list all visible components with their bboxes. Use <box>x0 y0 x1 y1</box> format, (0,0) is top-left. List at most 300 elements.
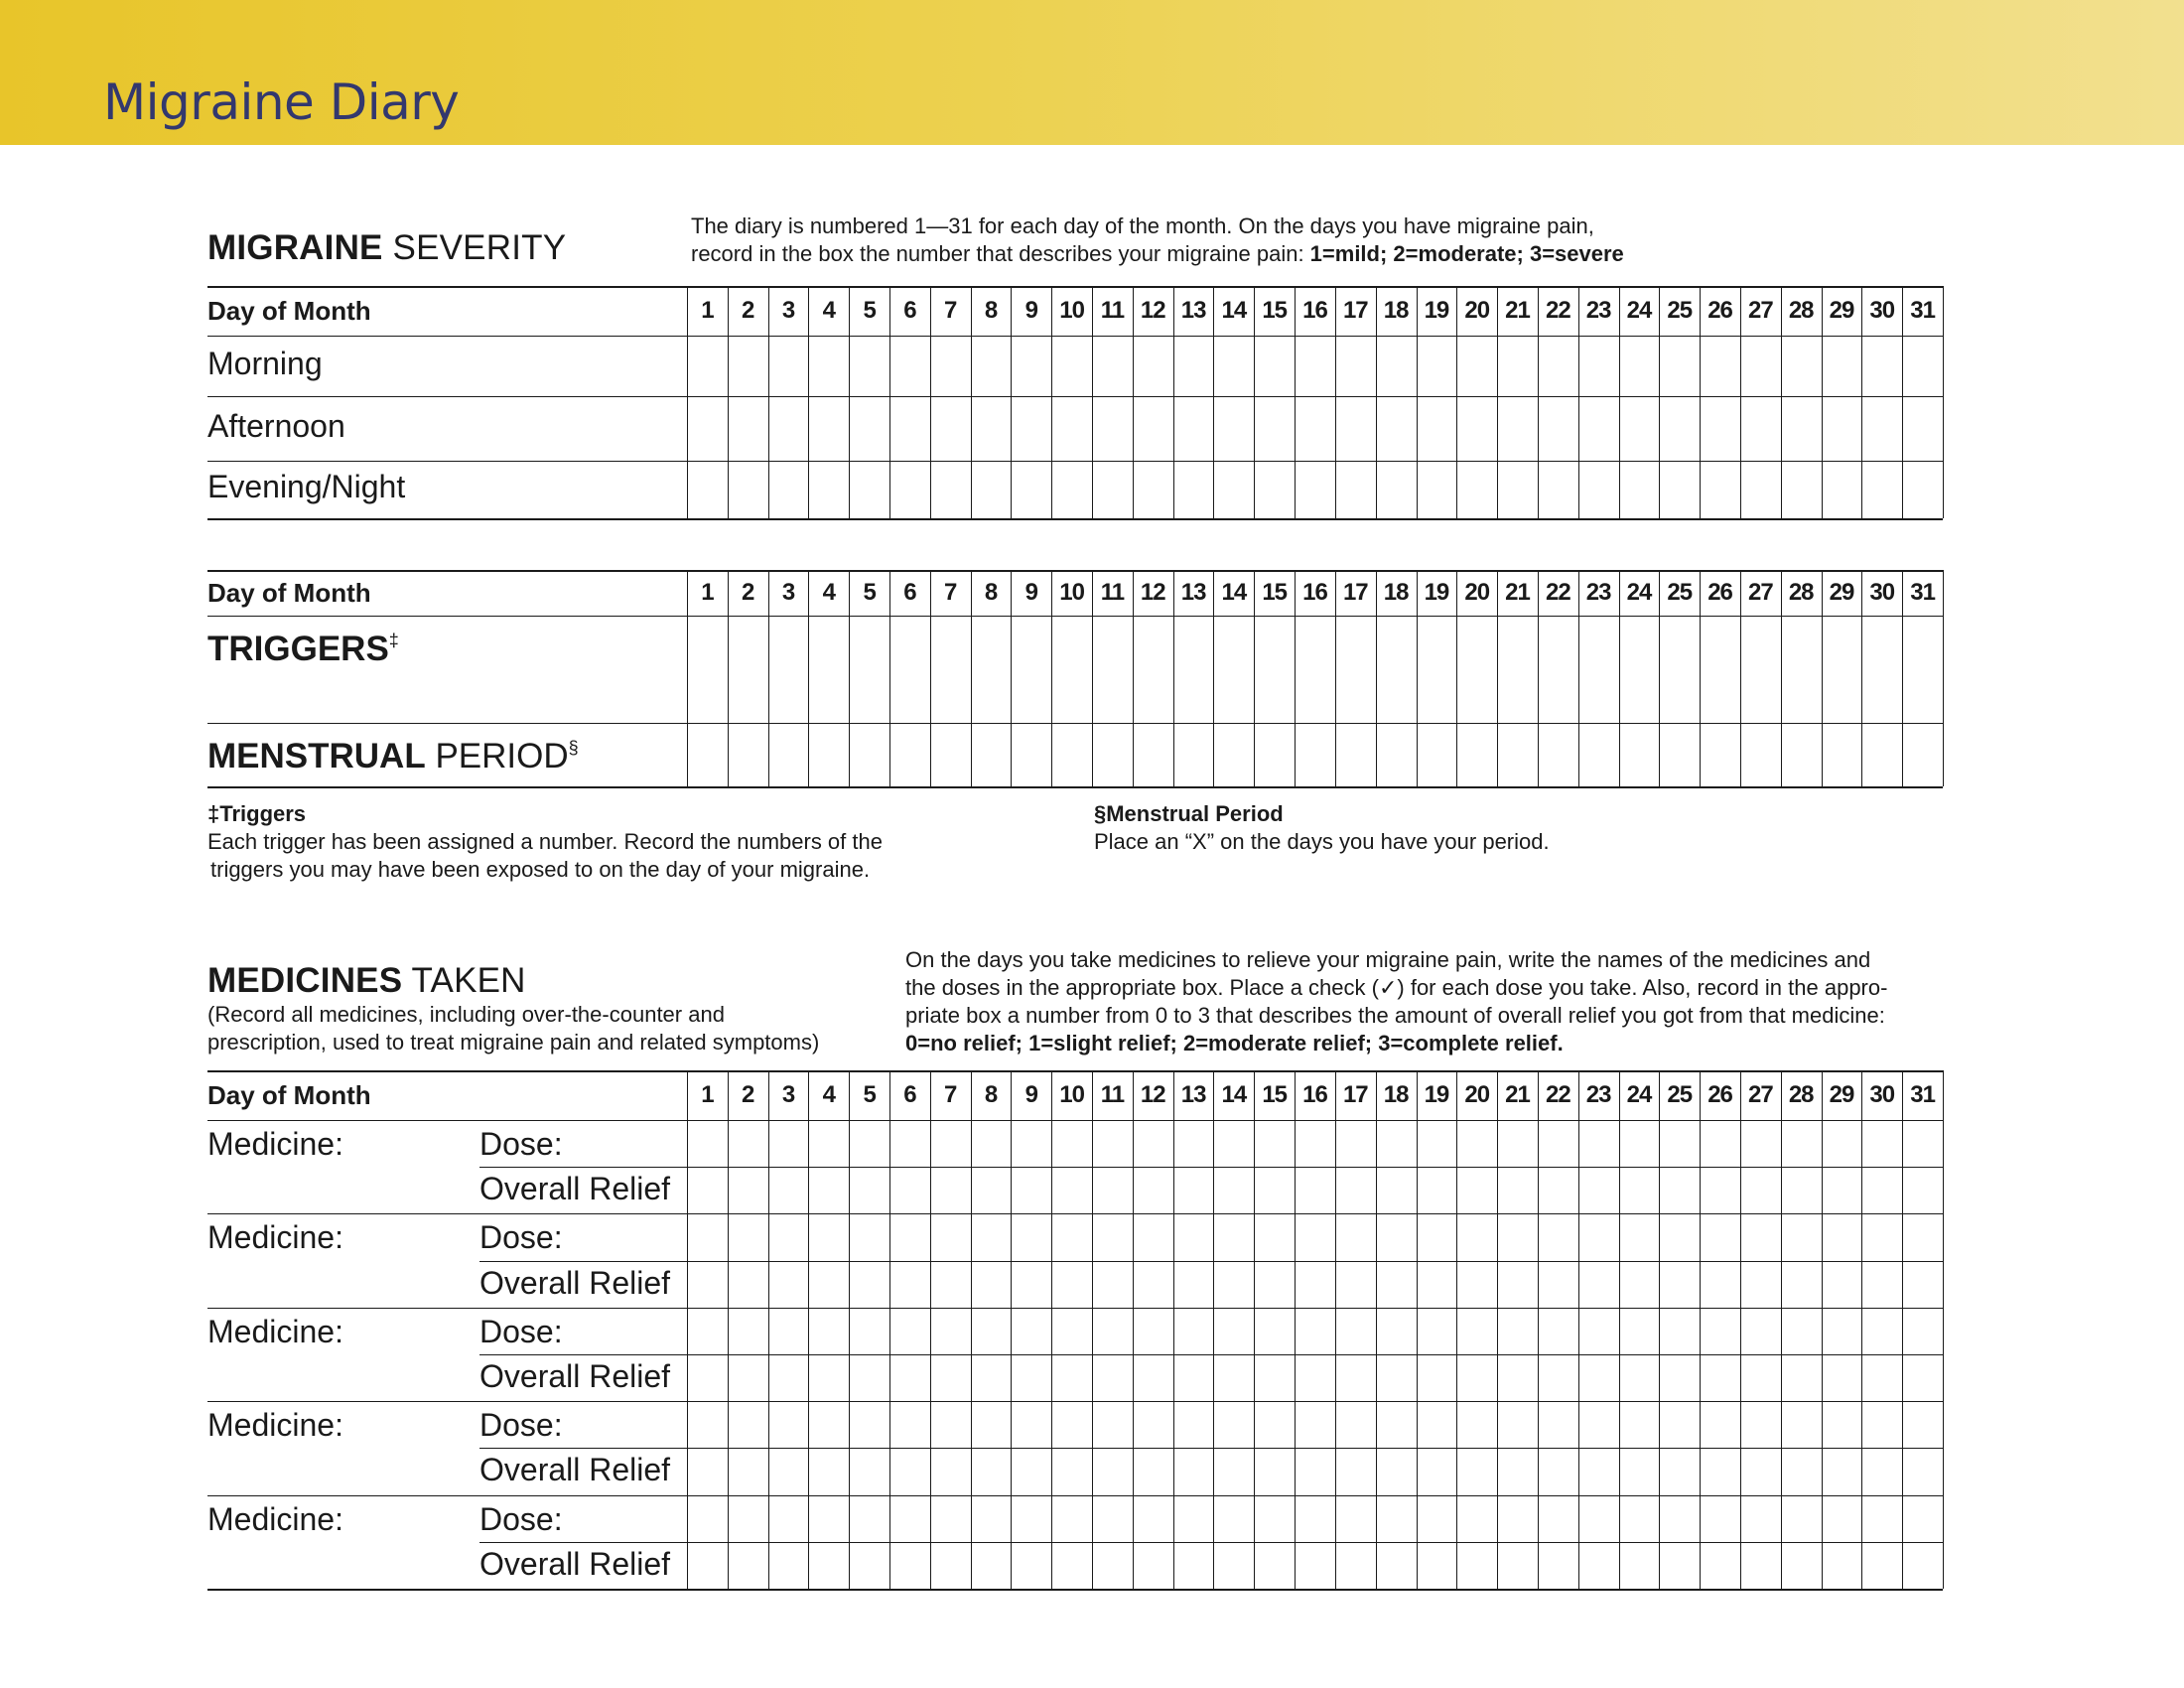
medicine-2-relief-day-cell[interactable] <box>1376 1261 1417 1308</box>
medicine-3-dose-day-cell[interactable] <box>1861 1308 1902 1354</box>
medicine-3-dose-day-cell[interactable] <box>1740 1308 1781 1354</box>
severity-morning-day-cell[interactable] <box>1376 336 1417 396</box>
medicine-3-relief-day-cell[interactable] <box>1781 1354 1822 1401</box>
medicine-4-dose-day-cell[interactable] <box>1051 1401 1092 1448</box>
medicine-4-relief-day-cell[interactable] <box>728 1448 768 1494</box>
medicine-5-dose-day-cell[interactable] <box>768 1495 809 1542</box>
medicine-2-relief-day-cell[interactable] <box>1861 1261 1902 1308</box>
medicine-5-dose-day-cell[interactable] <box>1092 1495 1133 1542</box>
menstrual-day-cell[interactable] <box>1740 723 1781 786</box>
medicine-3-dose-day-cell[interactable] <box>808 1308 849 1354</box>
medicine-4-dose-day-cell[interactable] <box>1578 1401 1619 1448</box>
medicine-1-relief-day-cell[interactable] <box>1700 1167 1740 1213</box>
medicine-4-relief-day-cell[interactable] <box>1902 1448 1943 1494</box>
medicine-3-dose-day-cell[interactable] <box>1456 1308 1497 1354</box>
severity-afternoon-day-cell[interactable] <box>1173 396 1214 461</box>
menstrual-day-cell[interactable] <box>1213 723 1254 786</box>
triggers-day-cell[interactable] <box>1213 616 1254 723</box>
severity-morning-day-cell[interactable] <box>687 336 728 396</box>
menstrual-day-cell[interactable] <box>808 723 849 786</box>
severity-evening-night-day-cell[interactable] <box>1417 461 1457 518</box>
medicine-2-dose-day-cell[interactable] <box>971 1213 1012 1260</box>
medicine-2-relief-day-cell[interactable] <box>1456 1261 1497 1308</box>
severity-morning-day-cell[interactable] <box>849 336 889 396</box>
medicine-4-dose-day-cell[interactable] <box>1254 1401 1295 1448</box>
severity-afternoon-day-cell[interactable] <box>728 396 768 461</box>
medicine-2-dose-day-cell[interactable] <box>1822 1213 1862 1260</box>
severity-evening-night-day-cell[interactable] <box>1133 461 1173 518</box>
medicine-3-dose-day-cell[interactable] <box>1497 1308 1538 1354</box>
severity-evening-night-day-cell[interactable] <box>1659 461 1700 518</box>
severity-morning-day-cell[interactable] <box>1173 336 1214 396</box>
medicine-5-dose-day-cell[interactable] <box>1781 1495 1822 1542</box>
menstrual-day-cell[interactable] <box>1335 723 1376 786</box>
severity-evening-night-day-cell[interactable] <box>1376 461 1417 518</box>
medicine-2-dose-day-cell[interactable] <box>1376 1213 1417 1260</box>
menstrual-day-cell[interactable] <box>1578 723 1619 786</box>
medicine-2-dose-day-cell[interactable] <box>1173 1213 1214 1260</box>
medicine-1-dose-day-cell[interactable] <box>1497 1120 1538 1167</box>
medicine-5-dose-day-cell[interactable] <box>1740 1495 1781 1542</box>
medicine-1-dose-day-cell[interactable] <box>1376 1120 1417 1167</box>
medicine-3-dose-day-cell[interactable] <box>849 1308 889 1354</box>
severity-afternoon-day-cell[interactable] <box>1700 396 1740 461</box>
medicine-2-dose-day-cell[interactable] <box>1861 1213 1902 1260</box>
severity-morning-day-cell[interactable] <box>728 336 768 396</box>
triggers-day-cell[interactable] <box>1659 616 1700 723</box>
medicine-4-dose-day-cell[interactable] <box>1173 1401 1214 1448</box>
medicine-2-relief-day-cell[interactable] <box>1578 1261 1619 1308</box>
medicine-1-relief-day-cell[interactable] <box>1417 1167 1457 1213</box>
severity-morning-day-cell[interactable] <box>1578 336 1619 396</box>
medicine-4-relief-day-cell[interactable] <box>1619 1448 1660 1494</box>
severity-morning-day-cell[interactable] <box>971 336 1012 396</box>
medicine-1-relief-day-cell[interactable] <box>1173 1167 1214 1213</box>
medicine-2-relief-day-cell[interactable] <box>1538 1261 1578 1308</box>
medicine-4-dose-day-cell[interactable] <box>849 1401 889 1448</box>
medicine-3-relief-day-cell[interactable] <box>1538 1354 1578 1401</box>
severity-afternoon-day-cell[interactable] <box>1092 396 1133 461</box>
medicine-1-dose-day-cell[interactable] <box>1456 1120 1497 1167</box>
medicine-3-relief-day-cell[interactable] <box>1456 1354 1497 1401</box>
severity-evening-night-day-cell[interactable] <box>1781 461 1822 518</box>
menstrual-day-cell[interactable] <box>1376 723 1417 786</box>
medicine-3-relief-day-cell[interactable] <box>930 1354 971 1401</box>
medicine-5-dose-day-cell[interactable] <box>1133 1495 1173 1542</box>
triggers-day-cell[interactable] <box>889 616 930 723</box>
medicine-1-dose-day-cell[interactable] <box>1902 1120 1943 1167</box>
severity-evening-night-day-cell[interactable] <box>1335 461 1376 518</box>
menstrual-day-cell[interactable] <box>1781 723 1822 786</box>
menstrual-day-cell[interactable] <box>1538 723 1578 786</box>
medicine-2-dose-day-cell[interactable] <box>1578 1213 1619 1260</box>
medicine-4-relief-day-cell[interactable] <box>1011 1448 1051 1494</box>
medicine-1-relief-day-cell[interactable] <box>1822 1167 1862 1213</box>
medicine-5-relief-day-cell[interactable] <box>1700 1542 1740 1589</box>
medicine-3-dose-day-cell[interactable] <box>930 1308 971 1354</box>
menstrual-day-cell[interactable] <box>1861 723 1902 786</box>
medicine-4-relief-day-cell[interactable] <box>1376 1448 1417 1494</box>
medicine-1-dose-day-cell[interactable] <box>768 1120 809 1167</box>
severity-evening-night-day-cell[interactable] <box>768 461 809 518</box>
medicine-4-dose-day-cell[interactable] <box>889 1401 930 1448</box>
medicine-1-dose-day-cell[interactable] <box>728 1120 768 1167</box>
medicine-3-dose-day-cell[interactable] <box>1213 1308 1254 1354</box>
medicine-4-dose-day-cell[interactable] <box>1740 1401 1781 1448</box>
severity-afternoon-day-cell[interactable] <box>1822 396 1862 461</box>
menstrual-day-cell[interactable] <box>1092 723 1133 786</box>
medicine-2-dose-day-cell[interactable] <box>1011 1213 1051 1260</box>
triggers-day-cell[interactable] <box>687 616 728 723</box>
medicine-4-dose-day-cell[interactable] <box>1659 1401 1700 1448</box>
medicine-3-relief-day-cell[interactable] <box>1173 1354 1214 1401</box>
medicine-2-dose-day-cell[interactable] <box>1659 1213 1700 1260</box>
menstrual-day-cell[interactable] <box>1133 723 1173 786</box>
medicine-5-dose-day-cell[interactable] <box>1822 1495 1862 1542</box>
medicine-1-dose-day-cell[interactable] <box>1822 1120 1862 1167</box>
medicine-3-relief-day-cell[interactable] <box>1700 1354 1740 1401</box>
medicine-4-relief-day-cell[interactable] <box>1254 1448 1295 1494</box>
severity-evening-night-day-cell[interactable] <box>1822 461 1862 518</box>
severity-afternoon-day-cell[interactable] <box>1659 396 1700 461</box>
medicine-1-relief-day-cell[interactable] <box>1213 1167 1254 1213</box>
medicine-4-relief-day-cell[interactable] <box>1538 1448 1578 1494</box>
medicine-2-dose-day-cell[interactable] <box>1700 1213 1740 1260</box>
medicine-4-dose-day-cell[interactable] <box>1619 1401 1660 1448</box>
medicine-4-relief-day-cell[interactable] <box>768 1448 809 1494</box>
medicine-1-dose-day-cell[interactable] <box>1538 1120 1578 1167</box>
medicine-4-relief-day-cell[interactable] <box>1456 1448 1497 1494</box>
medicine-2-relief-day-cell[interactable] <box>849 1261 889 1308</box>
severity-morning-day-cell[interactable] <box>1781 336 1822 396</box>
severity-morning-day-cell[interactable] <box>808 336 849 396</box>
severity-evening-night-day-cell[interactable] <box>1619 461 1660 518</box>
medicine-5-dose-day-cell[interactable] <box>1578 1495 1619 1542</box>
menstrual-day-cell[interactable] <box>971 723 1012 786</box>
severity-afternoon-day-cell[interactable] <box>849 396 889 461</box>
medicine-4-relief-day-cell[interactable] <box>1417 1448 1457 1494</box>
medicine-1-dose-day-cell[interactable] <box>1173 1120 1214 1167</box>
medicine-4-dose-day-cell[interactable] <box>1376 1401 1417 1448</box>
severity-afternoon-day-cell[interactable] <box>1578 396 1619 461</box>
medicine-2-dose-day-cell[interactable] <box>1740 1213 1781 1260</box>
medicine-3-relief-day-cell[interactable] <box>1578 1354 1619 1401</box>
medicine-3-relief-day-cell[interactable] <box>1822 1354 1862 1401</box>
medicine-5-dose-day-cell[interactable] <box>849 1495 889 1542</box>
severity-evening-night-day-cell[interactable] <box>1902 461 1943 518</box>
severity-evening-night-day-cell[interactable] <box>849 461 889 518</box>
medicine-4-dose-day-cell[interactable] <box>1781 1401 1822 1448</box>
medicine-2-relief-day-cell[interactable] <box>889 1261 930 1308</box>
medicine-5-relief-day-cell[interactable] <box>1295 1542 1335 1589</box>
medicine-4-dose-day-cell[interactable] <box>1213 1401 1254 1448</box>
medicine-4-dose-day-cell[interactable] <box>1700 1401 1740 1448</box>
medicine-2-relief-day-cell[interactable] <box>930 1261 971 1308</box>
severity-morning-day-cell[interactable] <box>768 336 809 396</box>
medicine-2-relief-day-cell[interactable] <box>1213 1261 1254 1308</box>
medicine-1-relief-day-cell[interactable] <box>1295 1167 1335 1213</box>
severity-afternoon-day-cell[interactable] <box>1902 396 1943 461</box>
medicine-3-relief-day-cell[interactable] <box>768 1354 809 1401</box>
medicine-3-relief-day-cell[interactable] <box>1417 1354 1457 1401</box>
medicine-4-dose-day-cell[interactable] <box>1011 1401 1051 1448</box>
medicine-3-dose-day-cell[interactable] <box>1781 1308 1822 1354</box>
severity-afternoon-day-cell[interactable] <box>930 396 971 461</box>
medicine-3-relief-day-cell[interactable] <box>1011 1354 1051 1401</box>
medicine-1-dose-day-cell[interactable] <box>1578 1120 1619 1167</box>
medicine-5-relief-day-cell[interactable] <box>1335 1542 1376 1589</box>
medicine-3-relief-day-cell[interactable] <box>1254 1354 1295 1401</box>
medicine-1-relief-day-cell[interactable] <box>1861 1167 1902 1213</box>
medicine-4-relief-day-cell[interactable] <box>1740 1448 1781 1494</box>
severity-evening-night-day-cell[interactable] <box>808 461 849 518</box>
medicine-2-dose-day-cell[interactable] <box>1417 1213 1457 1260</box>
severity-morning-day-cell[interactable] <box>1254 336 1295 396</box>
medicine-2-dose-day-cell[interactable] <box>889 1213 930 1260</box>
menstrual-day-cell[interactable] <box>889 723 930 786</box>
triggers-day-cell[interactable] <box>1497 616 1538 723</box>
medicine-4-relief-day-cell[interactable] <box>930 1448 971 1494</box>
severity-afternoon-day-cell[interactable] <box>889 396 930 461</box>
severity-afternoon-day-cell[interactable] <box>1254 396 1295 461</box>
medicine-5-dose-day-cell[interactable] <box>1213 1495 1254 1542</box>
menstrual-day-cell[interactable] <box>1700 723 1740 786</box>
medicine-5-relief-day-cell[interactable] <box>1173 1542 1214 1589</box>
medicine-1-relief-day-cell[interactable] <box>889 1167 930 1213</box>
medicine-5-dose-day-cell[interactable] <box>1011 1495 1051 1542</box>
severity-afternoon-day-cell[interactable] <box>808 396 849 461</box>
triggers-day-cell[interactable] <box>1456 616 1497 723</box>
medicine-3-dose-day-cell[interactable] <box>1578 1308 1619 1354</box>
severity-morning-day-cell[interactable] <box>1497 336 1538 396</box>
medicine-1-dose-day-cell[interactable] <box>1417 1120 1457 1167</box>
menstrual-day-cell[interactable] <box>1051 723 1092 786</box>
triggers-day-cell[interactable] <box>1254 616 1295 723</box>
medicine-2-dose-day-cell[interactable] <box>808 1213 849 1260</box>
medicine-4-dose-day-cell[interactable] <box>1092 1401 1133 1448</box>
medicine-1-dose-day-cell[interactable] <box>849 1120 889 1167</box>
medicine-3-dose-day-cell[interactable] <box>1619 1308 1660 1354</box>
triggers-day-cell[interactable] <box>1295 616 1335 723</box>
medicine-2-relief-day-cell[interactable] <box>1619 1261 1660 1308</box>
medicine-5-relief-day-cell[interactable] <box>1619 1542 1660 1589</box>
triggers-day-cell[interactable] <box>1051 616 1092 723</box>
medicine-1-dose-day-cell[interactable] <box>1092 1120 1133 1167</box>
severity-evening-night-day-cell[interactable] <box>1173 461 1214 518</box>
medicine-1-relief-day-cell[interactable] <box>1902 1167 1943 1213</box>
triggers-day-cell[interactable] <box>971 616 1012 723</box>
menstrual-day-cell[interactable] <box>687 723 728 786</box>
medicine-4-dose-day-cell[interactable] <box>1538 1401 1578 1448</box>
medicine-2-relief-day-cell[interactable] <box>1295 1261 1335 1308</box>
medicine-5-relief-day-cell[interactable] <box>1417 1542 1457 1589</box>
severity-evening-night-day-cell[interactable] <box>687 461 728 518</box>
medicine-2-relief-day-cell[interactable] <box>1902 1261 1943 1308</box>
medicine-1-relief-day-cell[interactable] <box>971 1167 1012 1213</box>
severity-morning-day-cell[interactable] <box>1619 336 1660 396</box>
medicine-1-dose-day-cell[interactable] <box>1659 1120 1700 1167</box>
medicine-1-relief-day-cell[interactable] <box>1578 1167 1619 1213</box>
triggers-day-cell[interactable] <box>1822 616 1862 723</box>
medicine-5-dose-day-cell[interactable] <box>1173 1495 1214 1542</box>
medicine-5-relief-day-cell[interactable] <box>1659 1542 1700 1589</box>
medicine-5-relief-day-cell[interactable] <box>1740 1542 1781 1589</box>
medicine-3-dose-day-cell[interactable] <box>1417 1308 1457 1354</box>
medicine-4-relief-day-cell[interactable] <box>687 1448 728 1494</box>
severity-afternoon-day-cell[interactable] <box>687 396 728 461</box>
medicine-2-relief-day-cell[interactable] <box>1092 1261 1133 1308</box>
medicine-3-relief-day-cell[interactable] <box>1335 1354 1376 1401</box>
triggers-day-cell[interactable] <box>728 616 768 723</box>
triggers-day-cell[interactable] <box>768 616 809 723</box>
medicine-5-relief-day-cell[interactable] <box>1133 1542 1173 1589</box>
medicine-5-relief-day-cell[interactable] <box>1376 1542 1417 1589</box>
medicine-3-dose-day-cell[interactable] <box>1092 1308 1133 1354</box>
medicine-3-dose-day-cell[interactable] <box>1902 1308 1943 1354</box>
severity-morning-day-cell[interactable] <box>1902 336 1943 396</box>
severity-evening-night-day-cell[interactable] <box>971 461 1012 518</box>
severity-evening-night-day-cell[interactable] <box>1295 461 1335 518</box>
medicine-1-relief-day-cell[interactable] <box>1497 1167 1538 1213</box>
medicine-1-dose-day-cell[interactable] <box>808 1120 849 1167</box>
medicine-3-dose-day-cell[interactable] <box>1295 1308 1335 1354</box>
medicine-4-relief-day-cell[interactable] <box>1335 1448 1376 1494</box>
medicine-1-relief-day-cell[interactable] <box>1376 1167 1417 1213</box>
medicine-5-dose-day-cell[interactable] <box>930 1495 971 1542</box>
medicine-4-relief-day-cell[interactable] <box>971 1448 1012 1494</box>
medicine-3-relief-day-cell[interactable] <box>808 1354 849 1401</box>
medicine-2-dose-day-cell[interactable] <box>1295 1213 1335 1260</box>
medicine-5-dose-day-cell[interactable] <box>1417 1495 1457 1542</box>
medicine-5-dose-day-cell[interactable] <box>1497 1495 1538 1542</box>
medicine-4-relief-day-cell[interactable] <box>1822 1448 1862 1494</box>
medicine-2-relief-day-cell[interactable] <box>687 1261 728 1308</box>
severity-morning-day-cell[interactable] <box>1335 336 1376 396</box>
medicine-5-relief-day-cell[interactable] <box>1011 1542 1051 1589</box>
medicine-1-dose-day-cell[interactable] <box>1740 1120 1781 1167</box>
medicine-4-dose-day-cell[interactable] <box>1861 1401 1902 1448</box>
medicine-3-relief-day-cell[interactable] <box>1740 1354 1781 1401</box>
medicine-1-relief-day-cell[interactable] <box>1051 1167 1092 1213</box>
medicine-2-dose-day-cell[interactable] <box>768 1213 809 1260</box>
medicine-3-dose-day-cell[interactable] <box>1659 1308 1700 1354</box>
medicine-2-dose-day-cell[interactable] <box>1538 1213 1578 1260</box>
menstrual-day-cell[interactable] <box>728 723 768 786</box>
triggers-day-cell[interactable] <box>1700 616 1740 723</box>
medicine-5-dose-day-cell[interactable] <box>728 1495 768 1542</box>
medicine-3-dose-day-cell[interactable] <box>728 1308 768 1354</box>
medicine-2-dose-day-cell[interactable] <box>1456 1213 1497 1260</box>
menstrual-day-cell[interactable] <box>1254 723 1295 786</box>
medicine-2-dose-day-cell[interactable] <box>1781 1213 1822 1260</box>
medicine-3-dose-day-cell[interactable] <box>889 1308 930 1354</box>
medicine-3-relief-day-cell[interactable] <box>1092 1354 1133 1401</box>
medicine-5-dose-day-cell[interactable] <box>808 1495 849 1542</box>
triggers-day-cell[interactable] <box>1133 616 1173 723</box>
medicine-1-relief-day-cell[interactable] <box>1092 1167 1133 1213</box>
medicine-3-dose-day-cell[interactable] <box>1173 1308 1214 1354</box>
menstrual-day-cell[interactable] <box>1822 723 1862 786</box>
severity-morning-day-cell[interactable] <box>1822 336 1862 396</box>
medicine-1-dose-day-cell[interactable] <box>1861 1120 1902 1167</box>
medicine-3-relief-day-cell[interactable] <box>1295 1354 1335 1401</box>
severity-evening-night-day-cell[interactable] <box>1456 461 1497 518</box>
medicine-4-dose-day-cell[interactable] <box>808 1401 849 1448</box>
medicine-1-relief-day-cell[interactable] <box>1335 1167 1376 1213</box>
medicine-3-relief-day-cell[interactable] <box>1497 1354 1538 1401</box>
medicine-2-dose-day-cell[interactable] <box>1051 1213 1092 1260</box>
medicine-2-dose-day-cell[interactable] <box>687 1213 728 1260</box>
medicine-5-dose-day-cell[interactable] <box>1254 1495 1295 1542</box>
medicine-1-relief-day-cell[interactable] <box>1781 1167 1822 1213</box>
triggers-day-cell[interactable] <box>1376 616 1417 723</box>
menstrual-day-cell[interactable] <box>1456 723 1497 786</box>
medicine-2-dose-day-cell[interactable] <box>1335 1213 1376 1260</box>
medicine-4-dose-day-cell[interactable] <box>728 1401 768 1448</box>
severity-evening-night-day-cell[interactable] <box>1740 461 1781 518</box>
medicine-5-relief-day-cell[interactable] <box>1822 1542 1862 1589</box>
severity-morning-day-cell[interactable] <box>1456 336 1497 396</box>
medicine-3-dose-day-cell[interactable] <box>1133 1308 1173 1354</box>
medicine-5-dose-day-cell[interactable] <box>1335 1495 1376 1542</box>
medicine-5-relief-day-cell[interactable] <box>728 1542 768 1589</box>
medicine-5-dose-day-cell[interactable] <box>1902 1495 1943 1542</box>
severity-morning-day-cell[interactable] <box>889 336 930 396</box>
medicine-1-dose-day-cell[interactable] <box>1700 1120 1740 1167</box>
medicine-1-relief-day-cell[interactable] <box>1011 1167 1051 1213</box>
triggers-day-cell[interactable] <box>1092 616 1133 723</box>
triggers-day-cell[interactable] <box>1902 616 1943 723</box>
medicine-1-relief-day-cell[interactable] <box>930 1167 971 1213</box>
medicine-5-relief-day-cell[interactable] <box>889 1542 930 1589</box>
severity-morning-day-cell[interactable] <box>1051 336 1092 396</box>
medicine-4-dose-day-cell[interactable] <box>768 1401 809 1448</box>
medicine-1-dose-day-cell[interactable] <box>1254 1120 1295 1167</box>
medicine-5-relief-day-cell[interactable] <box>1051 1542 1092 1589</box>
medicine-5-relief-day-cell[interactable] <box>687 1542 728 1589</box>
medicine-1-relief-day-cell[interactable] <box>728 1167 768 1213</box>
severity-morning-day-cell[interactable] <box>1700 336 1740 396</box>
medicine-4-dose-day-cell[interactable] <box>1295 1401 1335 1448</box>
severity-evening-night-day-cell[interactable] <box>930 461 971 518</box>
medicine-3-relief-day-cell[interactable] <box>889 1354 930 1401</box>
medicine-2-dose-day-cell[interactable] <box>1619 1213 1660 1260</box>
menstrual-day-cell[interactable] <box>768 723 809 786</box>
triggers-day-cell[interactable] <box>1740 616 1781 723</box>
medicine-1-dose-day-cell[interactable] <box>1295 1120 1335 1167</box>
severity-afternoon-day-cell[interactable] <box>1538 396 1578 461</box>
medicine-2-dose-day-cell[interactable] <box>1133 1213 1173 1260</box>
severity-evening-night-day-cell[interactable] <box>1861 461 1902 518</box>
triggers-day-cell[interactable] <box>1619 616 1660 723</box>
medicine-1-dose-day-cell[interactable] <box>889 1120 930 1167</box>
severity-evening-night-day-cell[interactable] <box>728 461 768 518</box>
medicine-3-dose-day-cell[interactable] <box>1254 1308 1295 1354</box>
severity-afternoon-day-cell[interactable] <box>971 396 1012 461</box>
medicine-2-relief-day-cell[interactable] <box>1497 1261 1538 1308</box>
medicine-2-dose-day-cell[interactable] <box>849 1213 889 1260</box>
medicine-3-relief-day-cell[interactable] <box>1861 1354 1902 1401</box>
severity-morning-day-cell[interactable] <box>1417 336 1457 396</box>
severity-afternoon-day-cell[interactable] <box>1295 396 1335 461</box>
medicine-5-dose-day-cell[interactable] <box>971 1495 1012 1542</box>
medicine-3-dose-day-cell[interactable] <box>768 1308 809 1354</box>
medicine-2-relief-day-cell[interactable] <box>728 1261 768 1308</box>
severity-morning-day-cell[interactable] <box>930 336 971 396</box>
severity-morning-day-cell[interactable] <box>1538 336 1578 396</box>
medicine-3-relief-day-cell[interactable] <box>849 1354 889 1401</box>
medicine-4-relief-day-cell[interactable] <box>1173 1448 1214 1494</box>
